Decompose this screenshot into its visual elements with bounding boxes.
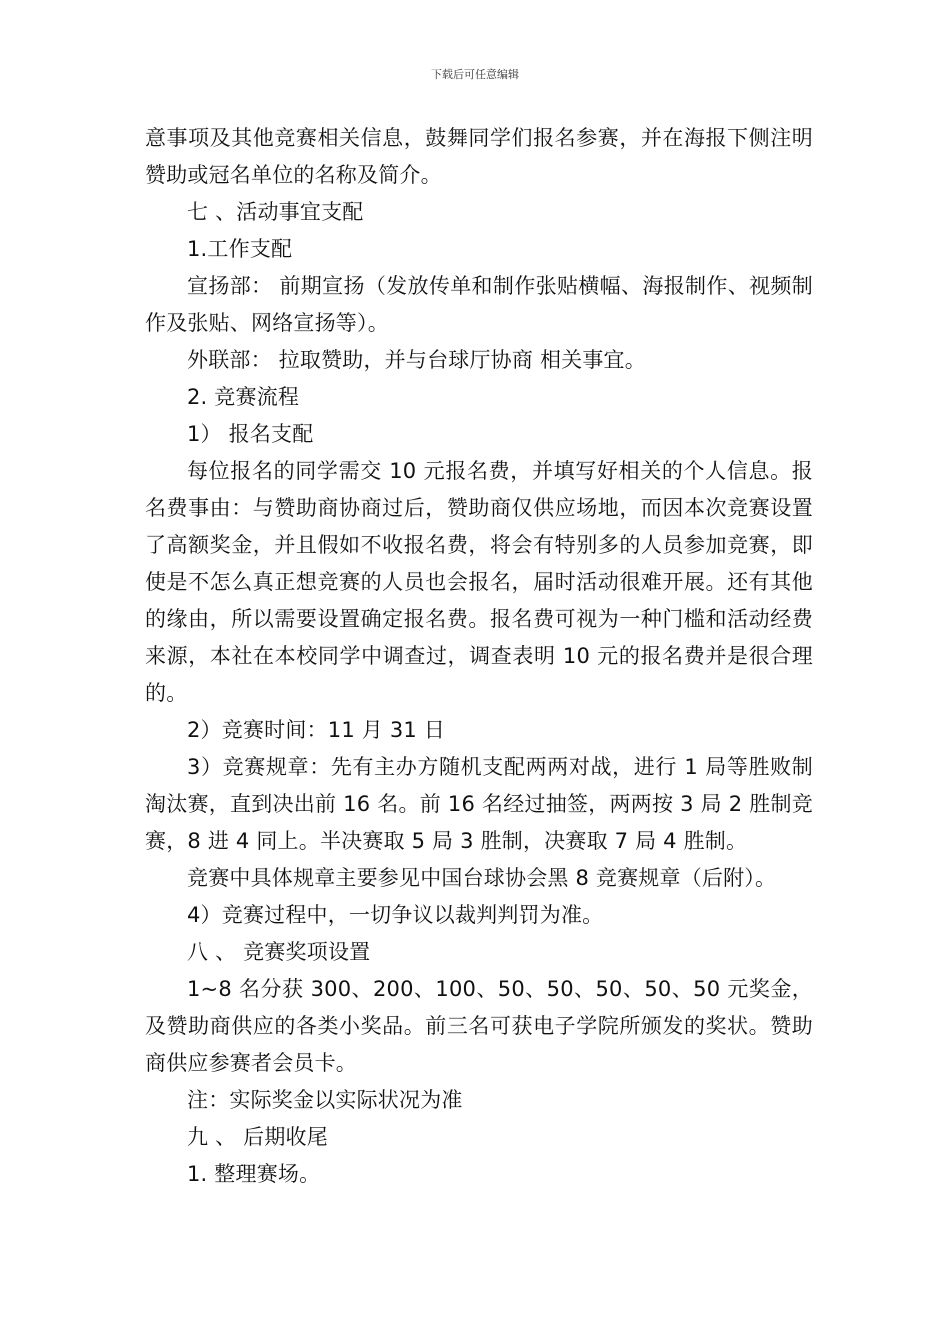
subheading-competition-flow: 2. 竞赛流程 (187, 385, 300, 409)
paragraph-prizes: 1~8 名分获 300、200、100、50、50、50、50、50 元奖金，及赞助商供应的各类小奖品。前三名可获电子学院所颁发的奖状。赞助商供应参赛者会员卡。 (145, 977, 813, 1075)
section-heading-seven: 七 、活动事宜支配 (187, 200, 364, 224)
list-item-disputes: 4）竞赛过程中，一切争议以裁判判罚为准。 (187, 903, 604, 927)
paragraph-registration-fee: 每位报名的同学需交 10 元报名费，并填写好相关的个人信息。报名费事由：与赞助商协商过后，赞助商仅供应场地，而因本次竞赛设置了高额奖金，并且假如不收报名费，将会有特别多的人员参加竞赛，即使是不怎么真正想竞赛的人员也会报名，届时活动很难开展。还有其他的缘由，所以需要设置确定报名费。报名费可视为一种门槛和活动经费来源，本社在本校同学中调查过，调查表明 10 元的报名费并是很合理的。 (145, 459, 813, 705)
paragraph-rules-reference: 竞赛中具体规章主要参见中国台球协会黑 8 竞赛规章（后附）。 (187, 866, 777, 890)
paragraph-prize-note: 注：实际奖金以实际状况为准 (187, 1088, 463, 1112)
list-item-registration: 1） 报名支配 (187, 422, 314, 446)
page-header: 下载后可任意编辑 (431, 68, 519, 81)
section-heading-nine: 九 、 后期收尾 (187, 1125, 328, 1149)
subheading-work-assignment: 1.工作支配 (187, 237, 293, 261)
list-item-competition-time: 2）竞赛时间：11 月 31 日 (187, 718, 446, 742)
paragraph-continuation: 意事项及其他竞赛相关信息，鼓舞同学们报名参赛，并在海报下侧注明赞助或冠名单位的名称及简介。 (145, 126, 813, 187)
list-item-cleanup: 1. 整理赛场。 (187, 1162, 321, 1186)
paragraph-publicity-dept: 宣扬部： 前期宣扬（发放传单和制作张贴横幅、海报制作、视频制 作及张贴、网络宣扬等）。 (145, 274, 813, 335)
document-body (145, 120, 813, 1193)
section-heading-eight: 八 、 竞赛奖项设置 (187, 940, 371, 964)
paragraph-liaison-dept: 外联部： 拉取赞助，并与台球厅协商 相关事宜。 (187, 348, 646, 372)
list-item-competition-rules: 3）竞赛规章：先有主办方随机支配两两对战，进行 1 局等胜败制淘汰赛，直到决出前 16 名。前 16 名经过抽签，两两按 3 局 2 胜制竞赛，8 进 4 同上。半决赛取 5 局 3 胜制，决赛取 7 局 4 胜制。 (145, 755, 813, 853)
